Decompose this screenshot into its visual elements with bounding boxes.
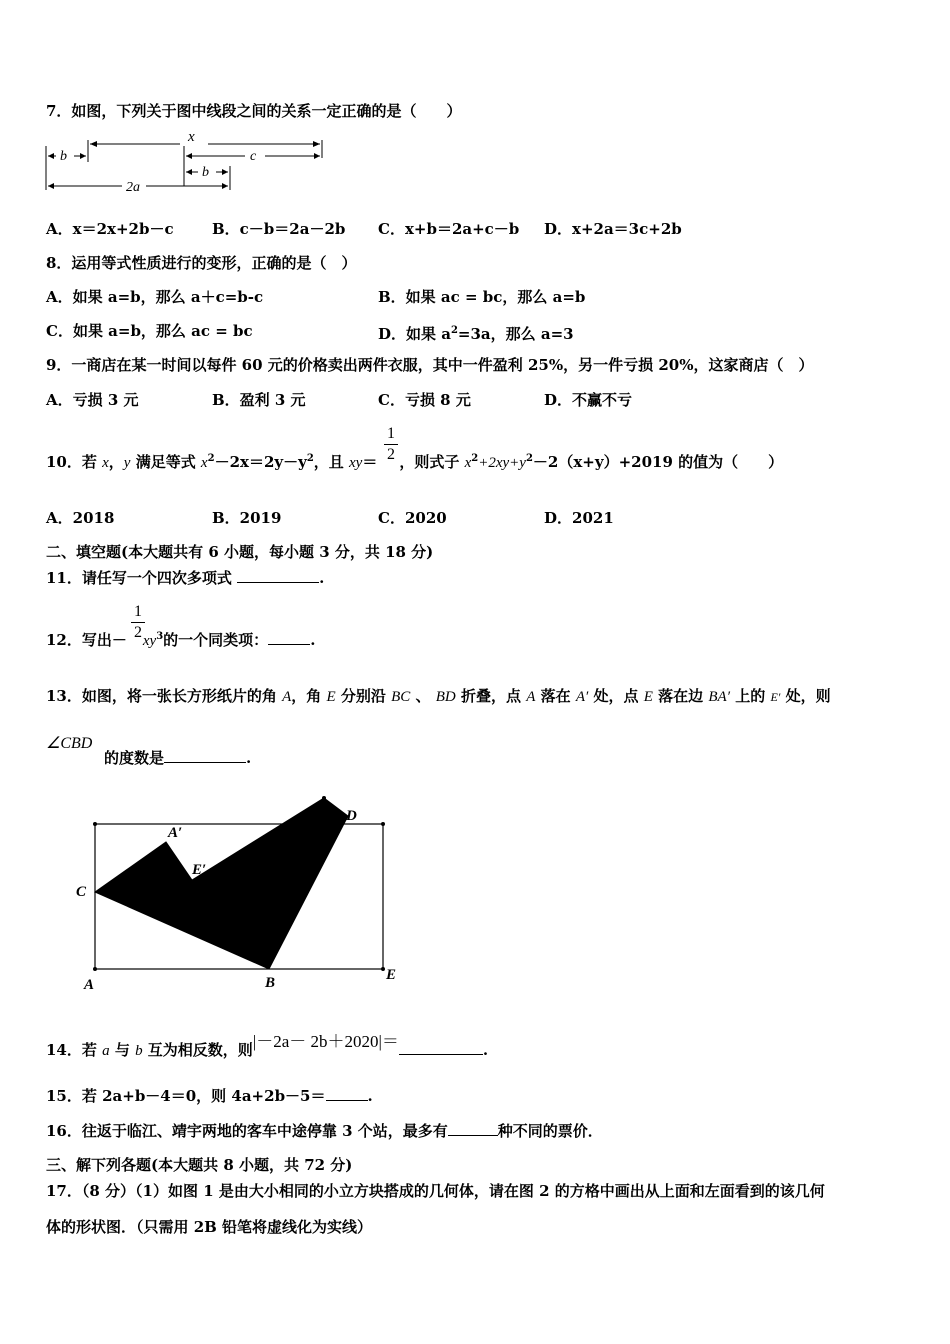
q10-fraction: 1 2: [384, 425, 398, 464]
q10-option-b: B．2019: [212, 509, 282, 527]
q11-stem: 11．请任写一个四次多项式 .: [46, 569, 325, 587]
q9-stem: 9．一商店在某一时间以每件 60 元的价格卖出两件衣服，其中一件盈利 25%，另一件亏损 20%，这家商店（ ）: [46, 356, 814, 374]
q16-answer-blank[interactable]: [448, 1121, 498, 1136]
q8-option-b: B．如果 ac = bc，那么 a=b: [378, 288, 586, 306]
q10-option-c: C．2020: [378, 509, 447, 527]
q8-option-d: D．如果 $a^2=3a$，那么 a=3: [378, 325, 574, 343]
q7-segment-figure: [40, 128, 340, 196]
q14-answer-blank[interactable]: [399, 1040, 483, 1055]
q17-stem-line2: 体的形状图．（只需用 2B 铅笔将虚线化为实线）: [46, 1218, 373, 1236]
q13-point-e-prime: E′: [192, 862, 207, 878]
q7-option-c: C．x+b＝2a+c－b: [378, 220, 520, 238]
q7-label-b1: b: [60, 149, 67, 164]
q9-option-d: D．不赢不亏: [544, 391, 633, 409]
q12-stem: 12．写出－ $xy^3$的一个同类项： .: [46, 631, 316, 649]
q7-label-b2: b: [202, 165, 209, 180]
q13-point-b: B: [265, 975, 276, 991]
q15-answer-blank[interactable]: [326, 1086, 368, 1101]
q13-fold-figure: [70, 790, 410, 1000]
q13-stem-line2: 的度数是 .: [104, 749, 252, 767]
q11-answer-blank[interactable]: [237, 568, 319, 583]
q9-option-b: B．盈利 3 元: [212, 391, 306, 409]
q12-fraction: 1 2: [131, 603, 145, 642]
q8-option-a: A．如果 a=b，那么 a＋c=b-c: [46, 288, 264, 306]
q7-option-b: B．c－b＝2a－2b: [212, 220, 346, 238]
q10-stem: 10．若 x，y 满足等式 $x^2-2x=2y-y^2$，且 xy＝ ，则式子 $x^2+2xy+y^2-2(x+y)+2019$ 的值为（ ）: [46, 453, 784, 471]
q10-option-d: D．2021: [544, 509, 614, 527]
q13-point-a: A: [84, 977, 95, 993]
q7-label-2a: 2a: [126, 180, 140, 195]
q17-stem-line1: 17．（8 分）（1）如图 1 是由大小相同的小立方块搭成的几何体，请在图 2 的方格中画出从上面和左面看到的该几何: [46, 1182, 825, 1200]
q7-option-a: A．x＝2x+2b－c: [46, 220, 174, 238]
q12-answer-blank[interactable]: [268, 630, 310, 645]
q13-answer-blank[interactable]: [164, 748, 246, 763]
q9-option-c: C．亏损 8 元: [378, 391, 471, 409]
q8-option-c: C．如果 a=b，那么 ac = bc: [46, 322, 253, 340]
q16-stem: 16．往返于临江、靖宇两地的客车中途停靠 3 个站，最多有 种不同的票价．: [46, 1122, 603, 1140]
q15-stem: 15．若 2a+b－4＝0，则 4a+2b－5＝ .: [46, 1087, 373, 1105]
q7-label-x: x: [188, 129, 195, 145]
q13-point-e: E: [386, 967, 397, 983]
q7-stem: 7．如图，下列关于图中线段之间的关系一定正确的是（ ）: [46, 102, 462, 120]
q8-stem: 8．运用等式性质进行的变形，正确的是（ ）: [46, 254, 357, 272]
q13-angle: ∠CBD: [46, 735, 93, 752]
q13-point-d: D: [346, 808, 357, 824]
section-3-title: 三、解下列各题(本大题共 8 小题，共 72 分): [46, 1156, 353, 1174]
section-2-title: 二、填空题(本大题共有 6 小题，每小题 3 分，共 18 分): [46, 543, 434, 561]
q7-option-d: D．x+2a＝3c+2b: [544, 220, 682, 238]
q9-option-a: A．亏损 3 元: [46, 391, 139, 409]
q10-option-a: A．2018: [46, 509, 115, 527]
q13-stem-line1: 13．如图，将一张长方形纸片的角 A，角 E 分别沿 BC 、 BD 折叠，点 A 落在 A′ 处，点 E 落在边 BA′ 上的 E′ 处，则: [46, 687, 831, 705]
q14-stem: 14．若 a 与 b 互为相反数，则|－2a－ 2b＋2020|＝ .: [46, 1032, 489, 1059]
q13-point-c: C: [76, 884, 87, 900]
q13-point-a-prime: A′: [168, 825, 183, 841]
q7-label-c: c: [250, 149, 257, 164]
